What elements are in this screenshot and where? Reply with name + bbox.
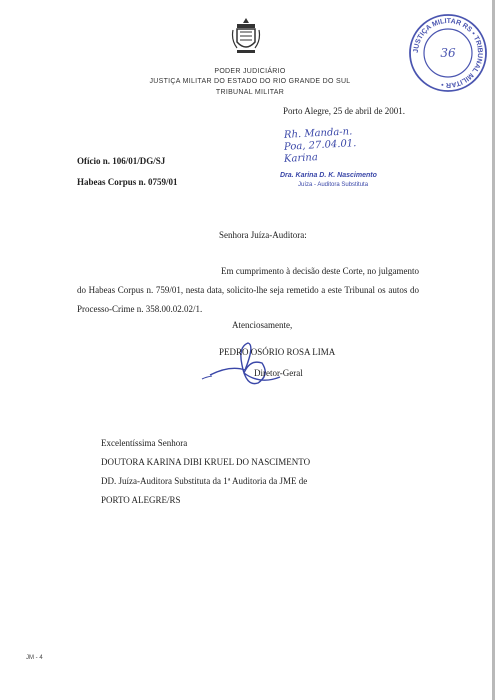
- header-line-1: PODER JUDICIÁRIO: [214, 68, 286, 75]
- addressee-line-3: DD. Juíza-Auditora Substituta da 1ª Auditoria da JME de: [101, 476, 308, 486]
- handwritten-line-1: Rh. Manda-n.: [283, 126, 353, 141]
- handwritten-signature: [200, 335, 320, 395]
- letter-date: Porto Alegre, 25 de abril de 2001.: [283, 106, 405, 116]
- habeas-corpus-number: Habeas Corpus n. 0759/01: [77, 177, 178, 187]
- judge-stamp-name: Dra. Karina D. K. Nascimento: [280, 172, 377, 179]
- letter-body: [77, 262, 419, 319]
- coat-of-arms-icon: [231, 16, 261, 56]
- salutation: Senhora Juíza-Auditora:: [219, 230, 307, 240]
- letter-body-text: Em cumprimento à decisão deste Corte, no julgamento do Habeas Corpus n. 759/01, nesta data, solicito-lhe seja remetido a este Tribunal os autos do Processo-Crime n. 358.00.02.02/1.: [77, 266, 419, 314]
- form-code-footer: JM - 4: [26, 655, 43, 661]
- addressee-line-4: PORTO ALEGRE/RS: [101, 495, 181, 505]
- handwritten-line-3: Karina: [283, 152, 319, 165]
- closing: Atenciosamente,: [232, 320, 293, 330]
- handwritten-line-2: Poa, 27.04.01.: [283, 138, 357, 153]
- stamp-inner-number: 36: [440, 46, 456, 60]
- addressee-line-1: Excelentíssima Senhora: [101, 438, 188, 448]
- addressee-line-2: DOUTORA KARINA DIBI KRUEL DO NASCIMENTO: [101, 457, 311, 467]
- signer-title: Diretor-Geral: [254, 368, 303, 378]
- handwritten-note: [284, 127, 394, 177]
- header-line-2: JUSTIÇA MILITAR DO ESTADO DO RIO GRANDE DO SUL: [149, 78, 351, 85]
- signer-name: PEDRO OSÓRIO ROSA LIMA: [219, 347, 336, 357]
- header-line-3: TRIBUNAL MILITAR: [215, 89, 285, 96]
- court-seal-stamp: [407, 12, 489, 94]
- judge-stamp-title: Juíza - Auditora Substituta: [298, 182, 369, 188]
- oficio-number: Ofício n. 106/01/DG/SJ: [77, 156, 166, 166]
- stamp-ring-text: JUSTIÇA MILITAR RS • TRIBUNAL MILITAR •: [412, 17, 484, 89]
